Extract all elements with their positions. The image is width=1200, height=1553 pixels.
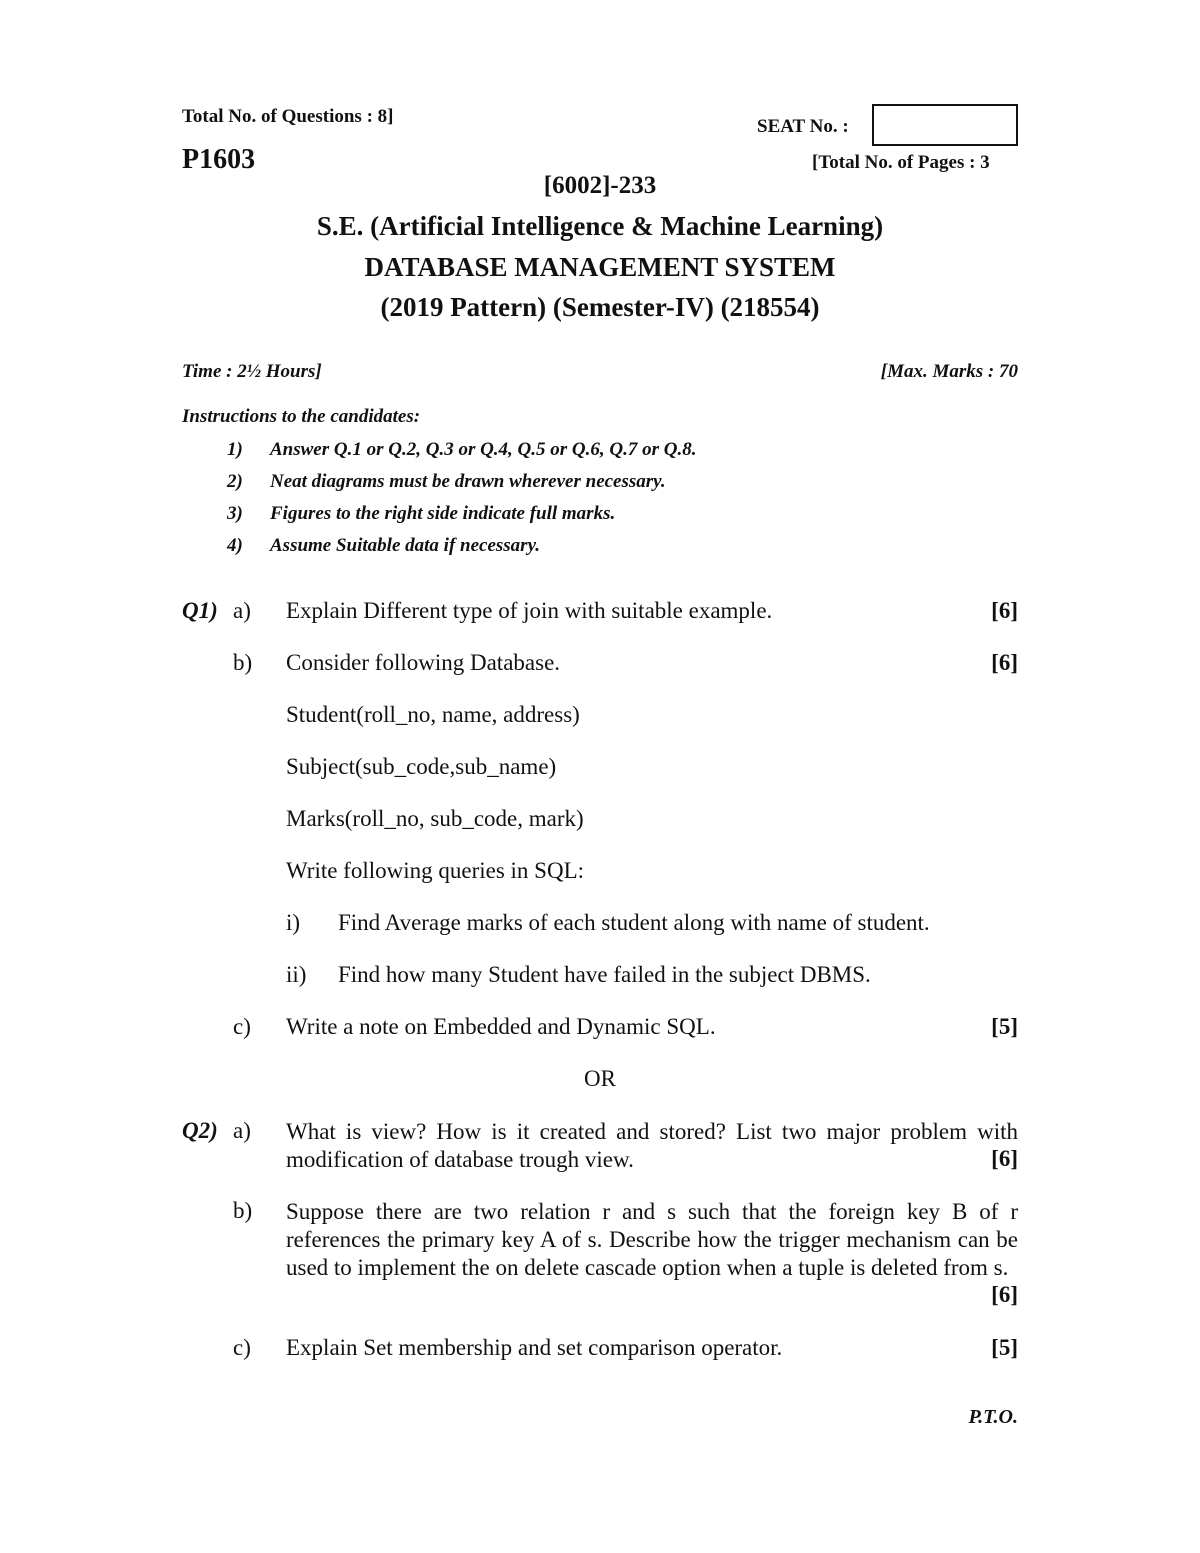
total-pages: [Total No. of Pages : 3	[812, 152, 990, 173]
q2a-marks: [6]	[991, 1146, 1018, 1171]
question-1-label: Q1)	[182, 598, 218, 623]
q1b-text: Consider following Database.	[286, 650, 561, 675]
sql-prompt: Write following queries in SQL:	[286, 858, 585, 883]
or-separator: OR	[584, 1066, 616, 1091]
q2b-letter: b)	[233, 1198, 253, 1223]
subquestion-text: Find how many Student have failed in the subject DBMS.	[338, 962, 871, 987]
q2c-letter: c)	[233, 1335, 251, 1360]
q2c-marks: [5]	[991, 1335, 1018, 1360]
q2a-letter: a)	[233, 1118, 251, 1143]
time-allowed: Time : 2½ Hours]	[182, 361, 322, 382]
paper-id: P1603	[182, 144, 256, 175]
q2a-text: What is view? How is it created and stored? List two major problem with modification of database trough view.	[286, 1119, 1018, 1172]
q1a-marks: [6]	[991, 598, 1018, 623]
q1a-text: Explain Different type of join with suitable example.	[286, 598, 773, 623]
question-2-label: Q2)	[182, 1118, 218, 1143]
instruction-text: Answer Q.1 or Q.2, Q.3 or Q.4, Q.5 or Q.6, Q.7 or Q.8.	[270, 439, 697, 460]
subquestion-num: i)	[286, 910, 301, 935]
seat-label: SEAT No. :	[757, 116, 849, 137]
pto-label: P.T.O.	[968, 1406, 1018, 1428]
instruction-num: 4)	[227, 535, 243, 556]
paper-code: [6002]-233	[543, 172, 657, 199]
q1a-letter: a)	[233, 598, 251, 623]
schema-student: Student(roll_no, name, address)	[286, 702, 580, 727]
seat-number-box	[872, 104, 1018, 146]
q1c-marks: [5]	[991, 1014, 1018, 1039]
max-marks: [Max. Marks : 70	[880, 361, 1018, 382]
q2b-marks: [6]	[991, 1282, 1018, 1307]
pattern-title: (2019 Pattern) (Semester-IV) (218554)	[380, 292, 820, 322]
q1b-marks: [6]	[991, 650, 1018, 675]
instruction-text: Assume Suitable data if necessary.	[270, 535, 541, 556]
subquestion-text: Find Average marks of each student along with name of student.	[338, 910, 930, 935]
instructions-heading: Instructions to the candidates:	[182, 406, 421, 427]
q1b-letter: b)	[233, 650, 253, 675]
instruction-num: 1)	[227, 439, 243, 460]
subquestion-num: ii)	[286, 962, 307, 987]
q2c-text: Explain Set membership and set comparison operator.	[286, 1335, 783, 1360]
instruction-num: 3)	[227, 503, 243, 524]
q2b-text: Suppose there are two relation r and s such that the foreign key B of r references the primary key A of s. Describe how the trigger mechanism can be used to implement the on delete cascade option when a tuple is deleted from s.	[286, 1199, 1018, 1280]
instruction-num: 2)	[227, 471, 243, 492]
course-title: S.E. (Artificial Intelligence & Machine Learning)	[316, 211, 884, 241]
q2a-block	[286, 1118, 1018, 1174]
q2b-block	[286, 1198, 1018, 1282]
instruction-text: Figures to the right side indicate full marks.	[270, 503, 616, 524]
instruction-text: Neat diagrams must be drawn wherever necessary.	[270, 471, 666, 492]
subject-title: DATABASE MANAGEMENT SYSTEM	[364, 252, 836, 282]
q1c-text: Write a note on Embedded and Dynamic SQL.	[286, 1014, 716, 1039]
schema-marks: Marks(roll_no, sub_code, mark)	[286, 806, 584, 831]
schema-subject: Subject(sub_code,sub_name)	[286, 754, 557, 779]
q1c-letter: c)	[233, 1014, 251, 1039]
total-questions: Total No. of Questions : 8]	[182, 106, 394, 127]
